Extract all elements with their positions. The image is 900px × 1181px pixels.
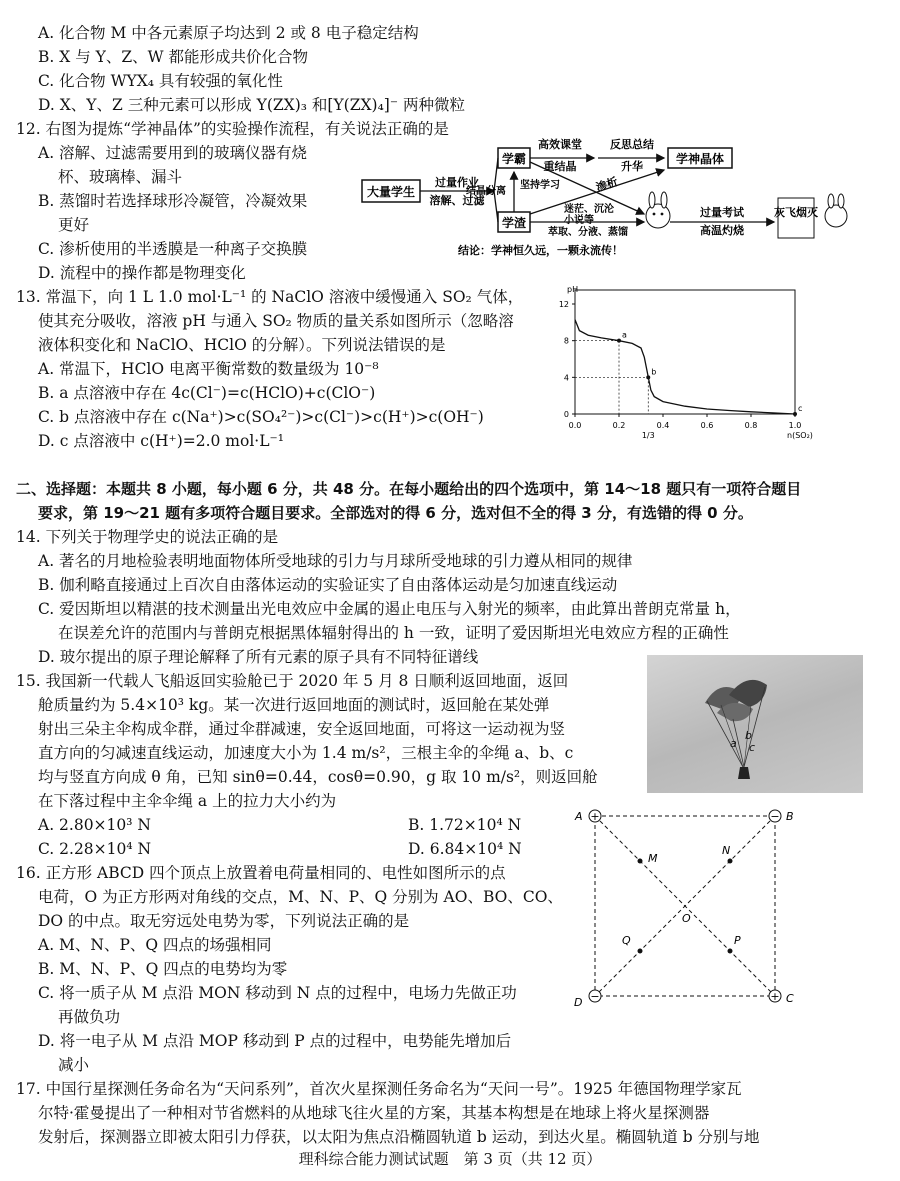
svg-text:+: + (590, 810, 600, 823)
text-line: 再做负功 (58, 1008, 121, 1026)
ph-curve (575, 320, 795, 414)
text-line: D. 流程中的操作都是物理变化 (38, 264, 246, 282)
flow-xueshen: 学神晶体 (675, 152, 725, 166)
y-tick-label: 12 (558, 300, 569, 309)
text-line: 射出三朵主伞构成伞群，通过伞群减速，安全返回地面，可将这一运动视为竖 (38, 720, 566, 738)
svg-text:−: − (770, 810, 780, 823)
point-c (793, 412, 797, 416)
svg-text:O: O (682, 912, 691, 925)
text-line: C. 2.28×10⁴ N (38, 840, 152, 858)
text-line: B. a 点溶液中存在 4c(Cl⁻)=c(HClO)+c(ClO⁻) (38, 384, 376, 402)
x-tick-label: 0.8 (744, 421, 758, 430)
text-line: B. 蒸馏时若选择球形冷凝管，冷凝效果 (38, 192, 308, 210)
x-tick-label: 0.6 (700, 421, 714, 430)
text-line: B. X 与 Y、Z、W 都能形成共价化合物 (38, 48, 308, 66)
text-line: 液体积变化和 NaClO、HClO 的分解）。下列说法错误的是 (38, 336, 446, 354)
text-line: B. 伽利略直接通过上百次自由落体运动的实验证实了自由落体运动是匀加速直线运动 (38, 576, 618, 594)
text-line: D. 6.84×10⁴ N (408, 840, 522, 858)
svg-text:N: N (722, 844, 731, 857)
text-line: 二、选择题：本题共 8 小题，每小题 6 分，共 48 分。在每小题给出的四个选项中，第 14～18 题只有一项符合题目 (16, 480, 802, 498)
text-line: 13. 常温下，向 1 L 1.0 mol·L⁻¹ 的 NaClO 溶液中缓慢通入 SO₂ 气体， (16, 288, 524, 306)
charge-D-icon (589, 990, 601, 1003)
charge-A-icon (589, 810, 601, 823)
flow-huifei: 灰飞烟灭 (774, 206, 818, 219)
svg-text:迷茫、沉沦: 迷茫、沉沦 (564, 204, 614, 215)
svg-text:高效课堂: 高效课堂 (538, 138, 582, 151)
text-line: 15. 我国新一代载人飞船返回实验舱已于 2020 年 5 月 8 日顺利返回地面，返回 (16, 672, 569, 690)
text-line: 舱质量约为 5.4×10³ kg。某一次进行返回地面的测试时，返回舱在某处弹 (38, 696, 550, 714)
page-footer: 理科综合能力测试试题 第 3 页（共 12 页） (298, 1150, 602, 1168)
flow-xuezha: 学渣 (501, 216, 527, 230)
y-tick-label: 0 (563, 410, 569, 419)
text-line: 电荷，O 为正方形两对角线的交点，M、N、P、Q 分别为 AO、BO、CO、 (38, 888, 563, 906)
svg-text:小说等: 小说等 (564, 215, 594, 226)
text-line: 14. 下列关于物理学史的说法正确的是 (16, 528, 279, 546)
plot-frame (575, 290, 795, 414)
text-line: 杯、玻璃棒、漏斗 (58, 168, 183, 186)
text-line: B. 1.72×10⁴ N (408, 816, 522, 834)
point-a (617, 339, 621, 343)
x-tick-label: 0.0 (568, 421, 582, 430)
svg-text:P: P (734, 934, 741, 947)
y-axis-label: pH (567, 285, 579, 294)
svg-text:b: b (745, 729, 752, 742)
svg-text:坚持学习: 坚持学习 (520, 180, 560, 191)
text-line: 在误差允许的范围内与普朗克根据黑体辐射得出的 h 一致，证明了爱因斯坦光电效应方程的正确性 (58, 624, 729, 642)
text-line: 12. 右图为提炼“学神晶体”的实验操作流程，有关说法正确的是 (16, 120, 449, 138)
text-line: B. M、N、P、Q 四点的电势均为零 (38, 960, 288, 978)
text-line: 更好 (58, 216, 90, 234)
svg-text:过量作业: 过量作业 (435, 176, 479, 189)
text-line: 在下落过程中主伞伞绳 a 上的拉力大小约为 (38, 792, 337, 810)
point-label-b: b (651, 367, 657, 377)
svg-text:+: + (770, 990, 780, 1003)
text-line: C. 爱因斯坦以精湛的技术测量出光电效应中金属的遏止电压与入射光的频率，由此算出普朗克常量 h， (38, 600, 741, 618)
text-line: A. 著名的月地检验表明地面物体所受地球的引力与月球所受地球的引力遵从相同的规律 (38, 552, 633, 570)
charge-B-icon (769, 810, 781, 823)
svg-text:B: B (786, 810, 794, 823)
x-axis-label: n(SO₂) (787, 431, 813, 440)
text-line: 使其充分吸收，溶液 pH 与通入 SO₂ 物质的量关系如图所示（忽略溶 (38, 312, 514, 330)
text-line: D. X、Y、Z 三种元素可以形成 Y(ZX)₃ 和[Y(ZX)₄]⁻ 两种微粒 (38, 96, 465, 114)
svg-text:Q: Q (622, 934, 631, 947)
text-line: 尔特·霍曼提出了一种相对节省燃料的从地球飞往火星的方案，其基本构想是在地球上将火星探测器 (38, 1104, 710, 1122)
text-line: C. 将一质子从 M 点沿 MON 移动到 N 点的过程中，电场力先做正功 (38, 984, 517, 1002)
svg-text:M: M (648, 852, 658, 865)
square-figure (566, 806, 804, 1018)
point-label-c: c (798, 404, 803, 413)
x-tick-label: 0.4 (656, 421, 670, 430)
flow-xueba: 学霸 (501, 152, 527, 166)
cartoon-rabbit-icon (646, 192, 670, 228)
svg-text:A: A (575, 810, 583, 823)
svg-text:反思总结: 反思总结 (610, 138, 654, 151)
x-tick-label: 1.0 (788, 421, 802, 430)
x-tick-label: 0.2 (612, 421, 626, 430)
text-line: 直方向的匀减速直线运动，加速度大小为 1.4 m/s²，三根主伞的伞绳 a、b、c (38, 744, 574, 762)
parachute-icon (705, 680, 767, 779)
text-line: 16. 正方形 ABCD 四个顶点上放置着电荷量相同的、电性如图所示的点 (16, 864, 506, 882)
svg-text:a: a (730, 737, 737, 750)
text-line: A. 化合物 M 中各元素原子均达到 2 或 8 电子稳定结构 (38, 24, 419, 42)
svg-text:溶解、过滤: 溶解、过滤 (429, 194, 485, 207)
y-tick-label: 8 (563, 336, 569, 346)
text-line: A. 2.80×10³ N (38, 816, 151, 834)
text-line: C. 渗析使用的半透膜是一种离子交换膜 (38, 240, 308, 258)
svg-text:D: D (574, 996, 583, 1009)
text-line: C. b 点溶液中存在 c(Na⁺)>c(SO₄²⁻)>c(Cl⁻)>c(H⁺)>c(OH⁻) (38, 408, 484, 426)
text-line: D. 将一电子从 M 点沿 MOP 移动到 P 点的过程中，电势能先增加后 (38, 1032, 512, 1050)
x-tick-label-third: 1/3 (641, 431, 655, 440)
svg-text:过量考试: 过量考试 (700, 206, 744, 219)
svg-text:升华: 升华 (621, 160, 643, 173)
flow-diagram (358, 136, 870, 264)
svg-text:渗析: 渗析 (594, 175, 620, 195)
flow-conclusion: 结论：学神恒久远，一颗永流传！ (458, 244, 623, 257)
svg-text:重结晶: 重结晶 (543, 160, 577, 173)
text-line: C. 化合物 WYX₄ 具有较强的氧化性 (38, 72, 283, 90)
flow-start: 大量学生 (366, 185, 416, 199)
text-line: A. M、N、P、Q 四点的场强相同 (38, 936, 272, 954)
svg-text:高温灼烧: 高温灼烧 (700, 224, 744, 237)
svg-text:萃取、分液、蒸馏: 萃取、分液、蒸馏 (548, 227, 628, 238)
text-line: 17. 中国行星探测任务命名为“天问系列”，首次火星探测任务命名为“天问一号”。1925 年德国物理学家瓦 (16, 1080, 742, 1098)
text-line: 发射后，探测器立即被太阳引力俘获，以太阳为焦点沿椭圆轨道 b 运动，到达火星。椭圆轨道 b 分别与地 (38, 1128, 760, 1146)
text-line: D. c 点溶液中 c(H⁺)=2.0 mol·L⁻¹ (38, 432, 284, 450)
text-line: 要求，第 19～21 题有多项符合题目要求。全部选对的得 6 分，选对但不全的得 3 分，有选错的得 0 分。 (38, 504, 753, 522)
cartoon-rabbit-icon-2 (825, 194, 847, 227)
ph-chart (555, 284, 813, 450)
svg-text:c: c (749, 741, 756, 754)
text-line: 减小 (58, 1056, 90, 1074)
text-line: A. 溶解、过滤需要用到的玻璃仪器有烧 (38, 144, 308, 162)
point-b (646, 375, 650, 379)
text-line: 均与竖直方向成 θ 角，已知 sinθ=0.44，cosθ=0.90，g 取 10 m/s²，则返回舱 (38, 768, 598, 786)
text-line: A. 常温下，HClO 电离平衡常数的数量级为 10⁻⁸ (38, 360, 379, 378)
y-tick-label: 4 (563, 373, 569, 383)
point-label-a: a (622, 330, 627, 340)
svg-text:−: − (590, 990, 600, 1003)
text-line: D. 玻尔提出的原子理论解释了所有元素的原子具有不同特征谱线 (38, 648, 479, 666)
svg-text:C: C (786, 992, 794, 1005)
text-line: DO 的中点。取无穷远处电势为零，下列说法正确的是 (38, 912, 410, 930)
charge-C-icon (769, 990, 781, 1003)
parachute-photo (647, 655, 863, 793)
svg-text:结晶分离: 结晶分离 (466, 186, 506, 197)
